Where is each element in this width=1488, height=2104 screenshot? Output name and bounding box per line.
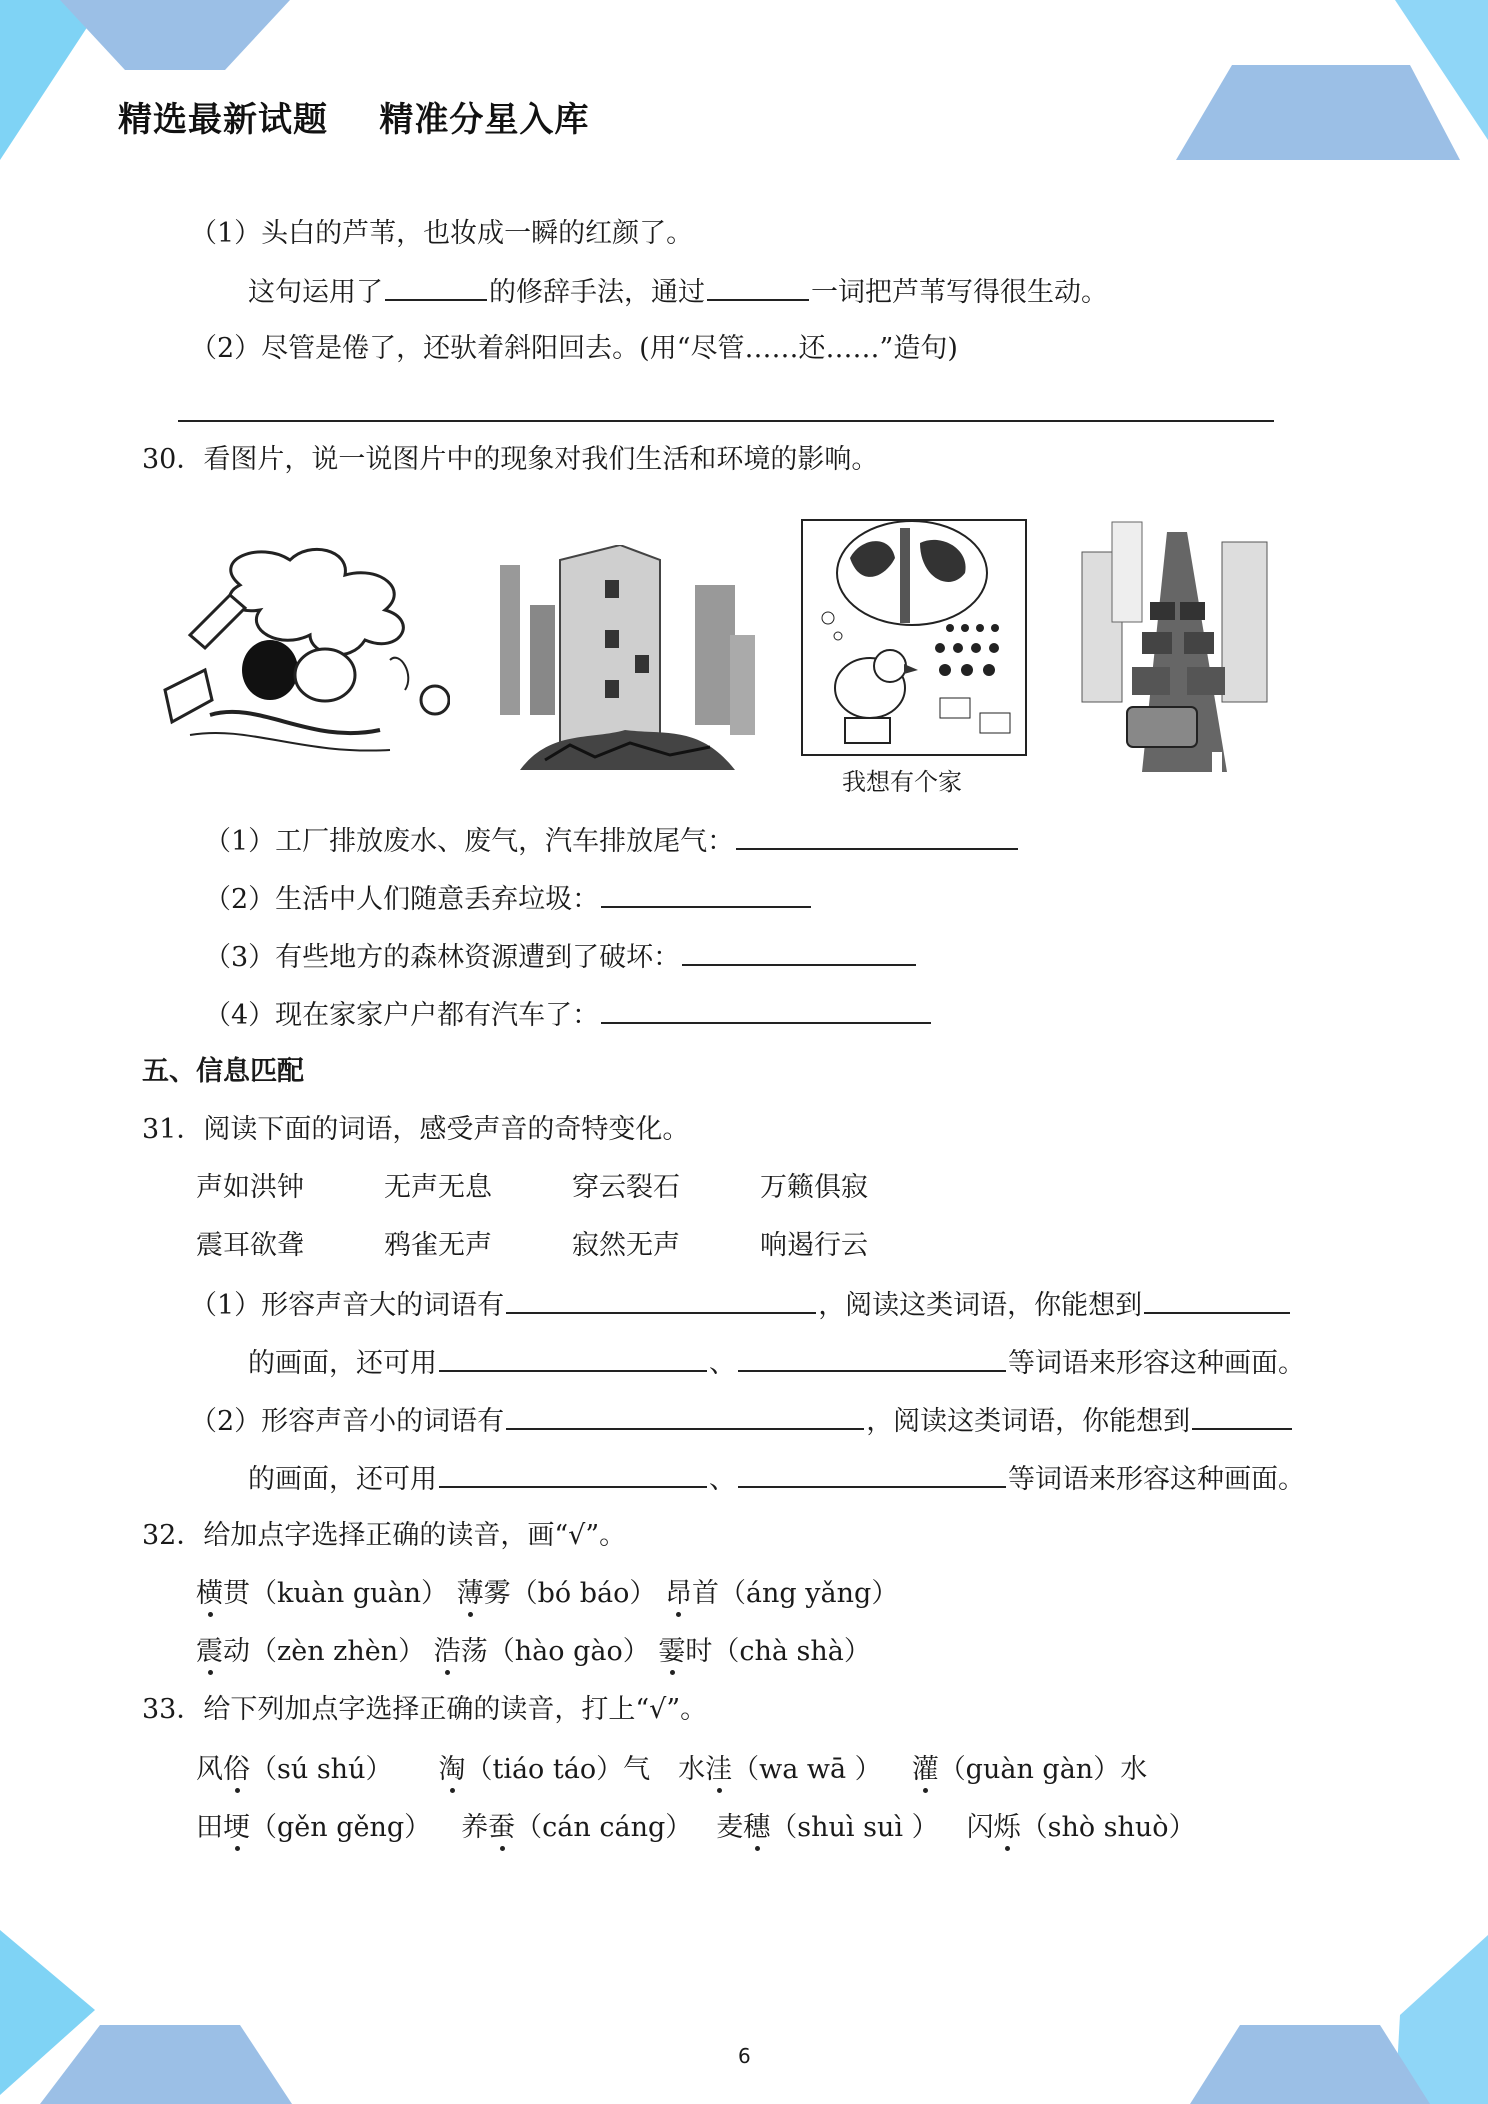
bird-deforestation-image <box>800 518 1030 758</box>
q29-sentence-1: （1）头白的芦苇，也妆成一瞬的红颜了。 <box>190 218 694 249</box>
pinyin-options[interactable]: （shuì suì ） <box>770 1812 939 1843</box>
answer-blank[interactable] <box>1192 1402 1292 1430</box>
pinyin-options[interactable]: （chà shà） <box>712 1636 871 1667</box>
page-header-title: 精选最新试题 精准分星入库 <box>118 100 590 140</box>
corner-decoration-bottom <box>0 1930 1488 2104</box>
traffic-jam-image <box>1072 512 1272 772</box>
dotted-character: 淘 <box>438 1754 466 1785</box>
dotted-character: 烁 <box>993 1812 1021 1843</box>
dotted-character: 埂 <box>223 1812 250 1843</box>
dotted-character: 穗 <box>743 1812 771 1843</box>
page-number: 6 <box>738 2044 751 2068</box>
garbage-building-image <box>500 545 755 770</box>
q33-row-2: 田埂（gěn gěng） 养蚕（cán cáng） 麦穗（shuì suì ） 闪烁（shò shuò） <box>196 1812 1196 1843</box>
q30-stem: 30．看图片，说一说图片中的现象对我们生活和环境的影响。 <box>142 444 879 475</box>
q31-part-2-line-2: 的画面，还可用 、 等词语来形容这种画面。 <box>248 1460 1305 1498</box>
answer-blank[interactable] <box>601 880 811 908</box>
q31-part-1-line-2: 的画面，还可用 、 等词语来形容这种画面。 <box>248 1344 1305 1382</box>
pinyin-options[interactable]: （zèn zhèn） <box>250 1636 426 1667</box>
q33-row-1: 风俗（sú shú） 淘（tiáo táo）气 水洼（wa wā ） 灌（guàn gàn）水 <box>196 1754 1148 1785</box>
q30-item-2: （2）生活中人们随意丢弃垃圾： <box>204 880 813 918</box>
pollution-cartoon-image <box>150 540 450 765</box>
dotted-character: 霎 <box>658 1636 686 1667</box>
q29-sentence-2: （2）尽管是倦了，还驮着斜阳回去。(用“尽管……还……”造句) <box>190 333 958 364</box>
answer-blank[interactable] <box>439 1460 707 1488</box>
answer-blank[interactable] <box>506 1402 864 1430</box>
answer-blank[interactable] <box>738 1344 1006 1372</box>
q31-word-row-2: 震耳欲聋 鸦雀无声 寂然无声 响遏行云 <box>196 1230 868 1261</box>
section-heading: 五、信息匹配 <box>142 1056 304 1087</box>
dotted-character: 震 <box>196 1636 223 1667</box>
q32-stem: 32．给加点字选择正确的读音，画“√”。 <box>142 1520 627 1551</box>
pinyin-options[interactable]: （wa wā ） <box>732 1754 882 1785</box>
pinyin-options[interactable]: （áng yǎng） <box>718 1578 899 1609</box>
dotted-character: 洼 <box>705 1754 733 1785</box>
dotted-character: 灌 <box>911 1754 939 1785</box>
pinyin-options[interactable]: （sú shú） <box>250 1754 393 1785</box>
answer-blank[interactable] <box>439 1344 707 1372</box>
answer-blank[interactable] <box>601 996 931 1024</box>
pinyin-options[interactable]: （hào gào） <box>487 1636 650 1667</box>
answer-blank[interactable] <box>707 273 809 301</box>
q30-item-3: （3）有些地方的森林资源遭到了破坏： <box>204 938 918 976</box>
dotted-character: 横 <box>196 1578 223 1609</box>
q30-item-1: （1）工厂排放废水、废气，汽车排放尾气： <box>204 822 1020 860</box>
answer-blank[interactable] <box>736 822 1018 850</box>
q32-row-1: 横贯（kuàn guàn） 薄雾（bó báo） 昂首（áng yǎng） <box>196 1578 899 1609</box>
q31-word-row-1: 声如洪钟 无声无息 穿云裂石 万籁俱寂 <box>196 1172 868 1203</box>
pinyin-options[interactable]: （kuàn guàn） <box>250 1578 448 1609</box>
answer-blank[interactable] <box>738 1460 1006 1488</box>
q31-stem: 31．阅读下面的词语，感受声音的奇特变化。 <box>142 1114 690 1145</box>
dotted-character: 浩 <box>433 1636 461 1667</box>
corner-decoration-top <box>0 0 1488 170</box>
pinyin-options[interactable]: （bó báo） <box>510 1578 657 1609</box>
answer-blank[interactable] <box>385 273 487 301</box>
q31-part-1-line-1: （1）形容声音大的词语有 ，阅读这类词语，你能想到 <box>190 1286 1292 1324</box>
q31-part-2-line-1: （2）形容声音小的词语有 ，阅读这类词语，你能想到 <box>190 1402 1294 1440</box>
dotted-character: 薄 <box>456 1578 484 1609</box>
pinyin-options[interactable]: （cán cáng） <box>515 1812 693 1843</box>
image-caption: 我想有个家 <box>842 768 962 796</box>
answer-blank[interactable] <box>506 1286 816 1314</box>
pinyin-options[interactable]: （gěn gěng） <box>250 1812 432 1843</box>
pinyin-options[interactable]: （guàn gàn）水 <box>938 1754 1148 1785</box>
answer-blank[interactable] <box>682 938 916 966</box>
answer-blank[interactable] <box>1144 1286 1290 1314</box>
answer-line[interactable] <box>178 420 1274 422</box>
dotted-character: 蚕 <box>488 1812 516 1843</box>
dotted-character: 俗 <box>223 1754 250 1785</box>
q32-row-2: 震动（zèn zhèn） 浩荡（hào gào） 霎时（chà shà） <box>196 1636 871 1667</box>
q33-stem: 33．给下列加点字选择正确的读音，打上“√”。 <box>142 1694 708 1725</box>
q29-fill-line: 这句运用了 的修辞手法，通过 一词把芦苇写得很生动。 <box>248 273 1108 311</box>
pinyin-options[interactable]: （tiáo táo）气 <box>465 1754 651 1785</box>
pinyin-options[interactable]: （shò shuò） <box>1020 1812 1196 1843</box>
dotted-character: 昂 <box>664 1578 692 1609</box>
q30-item-4: （4）现在家家户户都有汽车了： <box>204 996 933 1034</box>
